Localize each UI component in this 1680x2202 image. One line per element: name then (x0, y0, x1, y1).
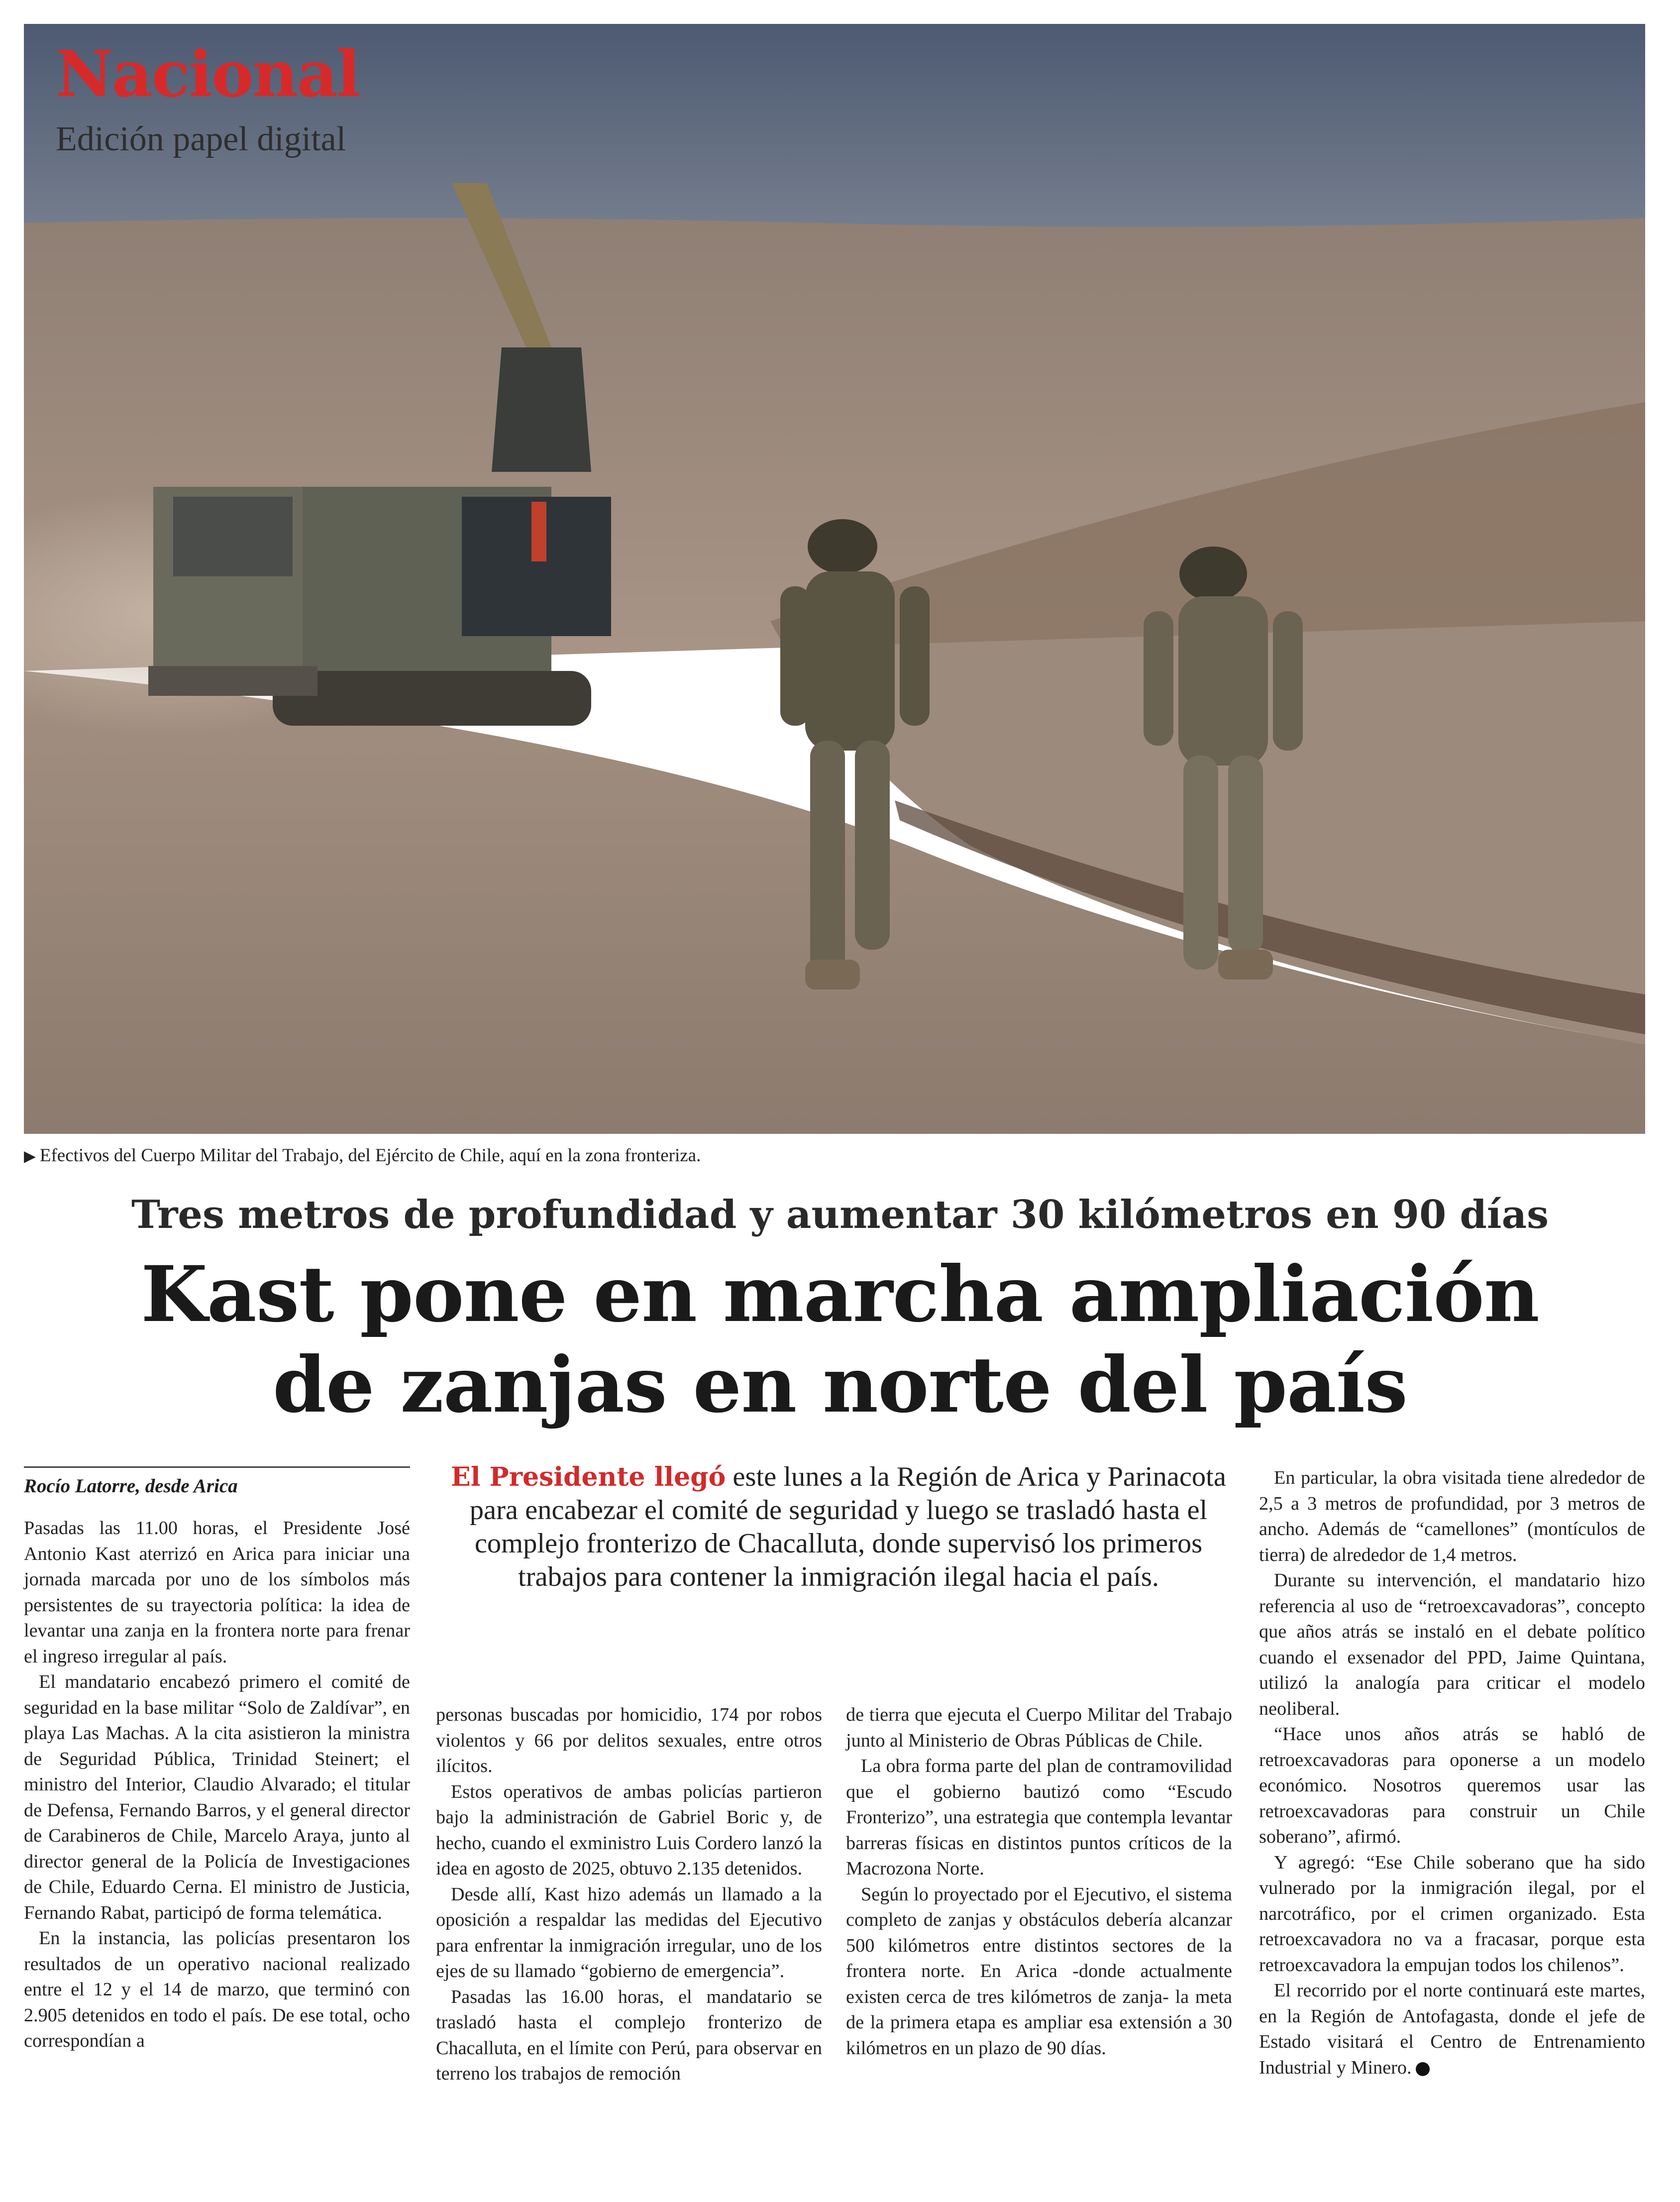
paragraph: Pasadas las 16.00 horas, el mandatario se trasladó hasta el complejo fronterizo de Chacalluta, en el límite con Perú, para observar en terreno los trabajos de remoción (436, 1986, 822, 2084)
body-column-2 (436, 1702, 822, 2087)
end-of-article-icon (1416, 2062, 1430, 2076)
paragraph: El mandatario encabezó primero el comité de seguridad en la base militar “Solo de Zaldívar”, en playa Las Machas. A la cita asistieron la ministra de Seguridad Pública, Trinidad Steinert; el ministro del Interior, Claudio Alvarado; el titular de Defensa, Fernando Barros, y el general director de Carabineros de Chile, Marcelo Araya, junto al director general de la Policía de Investigaciones de Chile, Eduardo Cerna. El ministro de Justicia, Fernando Rabat, participó de forma telemática. (24, 1671, 410, 1923)
caption-marker-icon: ▶ (24, 1147, 36, 1165)
section-title: Nacional (56, 37, 360, 111)
body-column-3 (846, 1702, 1232, 2061)
paragraph: En la instancia, las policías presentaron los resultados de un operativo nacional realizado entre el 12 y el 14 de marzo, que terminó con 2.905 detenidos en todo el país. De ese total, ocho correspondían a (24, 1928, 410, 2051)
body-column-1 (24, 1516, 410, 2054)
paragraph: Pasadas las 11.00 horas, el Presidente José Antonio Kast aterrizó en Arica para iniciar una jornada marcada por uno de los símbolos más persistentes de su trayectoria política: la idea de levantar una zanja en la frontera norte para frenar el ingreso irregular al país. (24, 1518, 410, 1667)
desert-soldiers-photo (24, 24, 1645, 1134)
paragraph-text: El recorrido por el norte continuará este martes, en la Región de Antofagasta, donde el jefe de Estado visitará el Centro de Entrenamiento Industrial y Minero. (1259, 1980, 1645, 2078)
paragraph: Desde allí, Kast hizo además un llamado a la oposición a respaldar las medidas del Ejecutivo para enfrentar la inmigración irregular, uno de los ejes de su llamado “gobierno de emergencia”. (436, 1883, 822, 1982)
lead-paragraph (448, 1460, 1229, 1594)
bulldozer (148, 487, 317, 696)
article-kicker: Tres metros de profundidad y aumentar 30 kilómetros en 90 días (131, 1192, 1549, 1237)
photo-caption (24, 1145, 1646, 1166)
paragraph: personas buscadas por homicidio, 174 por robos violentos y 66 por delitos sexuales, entre otros ilícitos. (436, 1704, 822, 1776)
headline-line-1: Kast pone en marcha ampliación (141, 1249, 1539, 1339)
headline-line-2: de zanjas en norte del país (273, 1340, 1407, 1430)
paragraph: Según lo proyectado por el Ejecutivo, el sistema completo de zanjas y obstáculos debería alcanzar 500 kilómetros entre distintos sectores de la frontera norte. En Arica -donde actualmente existen cerca de tres kilómetros de zanja- la meta de la primera etapa es ampliar esa extensión a 30 kilómetros en un plazo de 90 días. (846, 1883, 1232, 2059)
paragraph: “Hace unos años atrás se habló de retroexcavadoras para oponerse a un modelo económico. Nosotros queremos usar las retroexcavadoras para construir un Chile soberano”, afirmó. (1259, 1724, 1645, 1847)
caption-text: Efectivos del Cuerpo Militar del Trabajo, del Ejército de Chile, aquí en la zona fronteriza. (39, 1145, 701, 1166)
paragraph: La obra forma parte del plan de contramovilidad que el gobierno bautizó como “Escudo Fronterizo”, una estrategia que contempla levantar barreras físicas en distintos puntos críticos de la Macrozona Norte. (846, 1756, 1232, 1879)
lead-highlight: El Presidente llegó (451, 1462, 726, 1492)
paragraph-final (1259, 1978, 1645, 2081)
paragraph: Estos operativos de ambas policías partieron bajo la administración de Gabriel Boric y, de hecho, cuando el exministro Luis Cordero lanzó la idea en agosto de 2025, obtuvo 2.135 detenidos. (436, 1781, 822, 1879)
paragraph: En particular, la obra visitada tiene alrededor de 2,5 a 3 metros de profundidad, por 3 metros de ancho. Además de “camellones” (montículos de tierra) de alrededor de 1,4 metros. (1259, 1467, 1645, 1565)
paragraph: Y agregó: “Ese Chile soberano que ha sido vulnerado por la inmigración ilegal, por el narcotráfico, por el crimen organizado. Esta retroexcavadora no va a fracasar, porque esta retroexcavadora la empujan todos los chilenos”. (1259, 1852, 1645, 1976)
section-subtitle: Edición papel digital (56, 120, 346, 158)
byline: Rocío Latorre, desde Arica (24, 1466, 410, 1497)
paragraph: de tierra que ejecuta el Cuerpo Militar del Trabajo junto al Ministerio de Obras Públicas de Chile. (846, 1704, 1232, 1751)
lead-text: este lunes a la Región de Arica y Parinacota para encabezar el comité de seguridad y luego se trasladó hasta el complejo fronterizo de Chacalluta, donde supervisó los primeros trabajos para contener la inmigración ilegal hacia el país. (469, 1461, 1226, 1592)
hero-photo (24, 24, 1645, 1134)
paragraph: Durante su intervención, el mandatario hizo referencia al uso de “retroexcavadoras”, concepto que años atrás se instaló en el debate político cuando el exsenador del PPD, Jaime Quintana, utilizó la analogía para criticar el modelo neoliberal. (1259, 1570, 1645, 1719)
body-column-4 (1259, 1465, 1645, 2081)
article-headline (0, 1249, 1680, 1431)
